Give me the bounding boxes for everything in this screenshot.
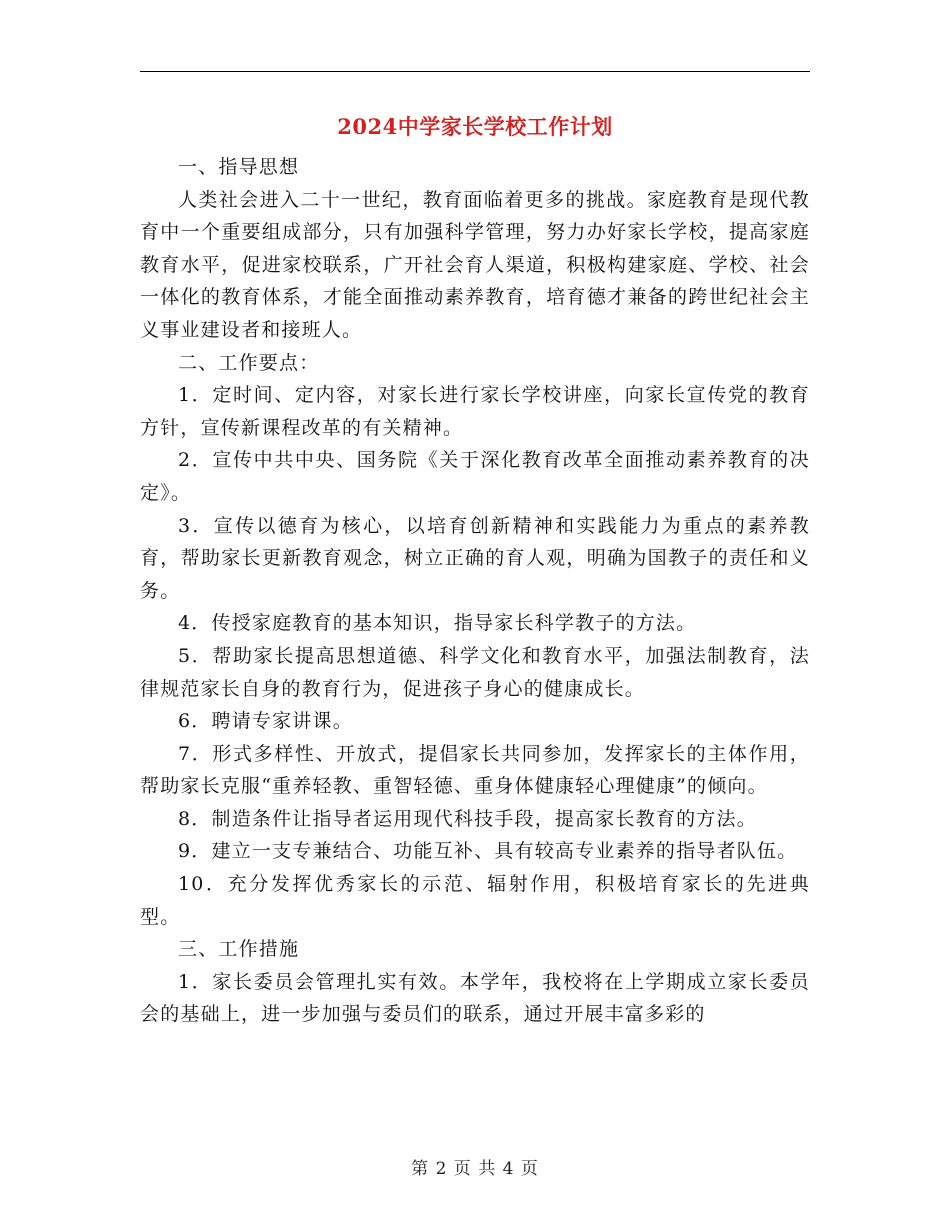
section-heading-2: 二、工作要点： <box>178 351 320 374</box>
document-body <box>140 151 810 1031</box>
work-point-3: 3．宣传以德育为核心，以培育创新精神和实践能力为重点的素养教育，帮助家长更新教育观念，树立正确的育人观，明确为国教子的责任和义务。 <box>140 514 810 602</box>
work-point-9: 9．建立一支专兼结合、功能互补、具有较高专业素养的指导者队伍。 <box>178 840 798 863</box>
page-indicator: 第 2 页 共 4 页 <box>411 1159 539 1179</box>
work-point-10: 10．充分发挥优秀家长的示范、辐射作用，积极培育家长的先进典型。 <box>140 873 810 928</box>
work-point-8: 8．制造条件让指导者运用现代科技手段，提高家长教育的方法。 <box>178 807 757 830</box>
work-point-6: 6．聘请专家讲课。 <box>178 710 353 733</box>
work-point-5: 5．帮助家长提高思想道德、科学文化和教育水平，加强法制教育，法律规范家长自身的教育行为，促进孩子身心的健康成长。 <box>140 644 810 700</box>
work-point-2: 2．宣传中共中央、国务院《关于深化教育改革全面推动素养教育的决定》。 <box>140 449 810 504</box>
work-point-7: 7．形式多样性、开放式，提倡家长共同参加，发挥家长的主体作用，帮助家长克服“重养轻教、重智轻德、重身体健康轻心理健康”的倾向。 <box>140 742 810 798</box>
section-heading-1: 一、指导思想 <box>178 156 300 178</box>
work-point-4: 4．传授家庭教育的基本知识，指导家长科学教子的方法。 <box>178 612 697 635</box>
work-point-1: 1．定时间、定内容，对家长进行家长学校讲座，向家长宣传党的教育方针，宣传新课程改革的有关精神。 <box>140 384 810 439</box>
header-rule <box>140 71 810 72</box>
section-heading-3: 三、工作措施 <box>178 938 300 961</box>
paragraph-guiding-ideology: 人类社会进入二十一世纪，教育面临着更多的挑战。家庭教育是现代教育中一个重要组成部分，只有加强科学管理，努力办好家长学校，提高家庭教育水平，促进家校联系，广开社会育人渠道，积极构建家庭、学校、社会一体化的教育体系，才能全面推动素养教育，培育德才兼备的跨世纪社会主义事业建设者和接班人。 <box>140 188 810 341</box>
measure-1: 1．家长委员会管理扎实有效。本学年，我校将在上学期成立家长委员会的基础上，进一步加强与委员们的联系，通过开展丰富多彩的 <box>140 970 810 1026</box>
document-title: 2024中学家长学校工作计划 <box>337 114 613 139</box>
